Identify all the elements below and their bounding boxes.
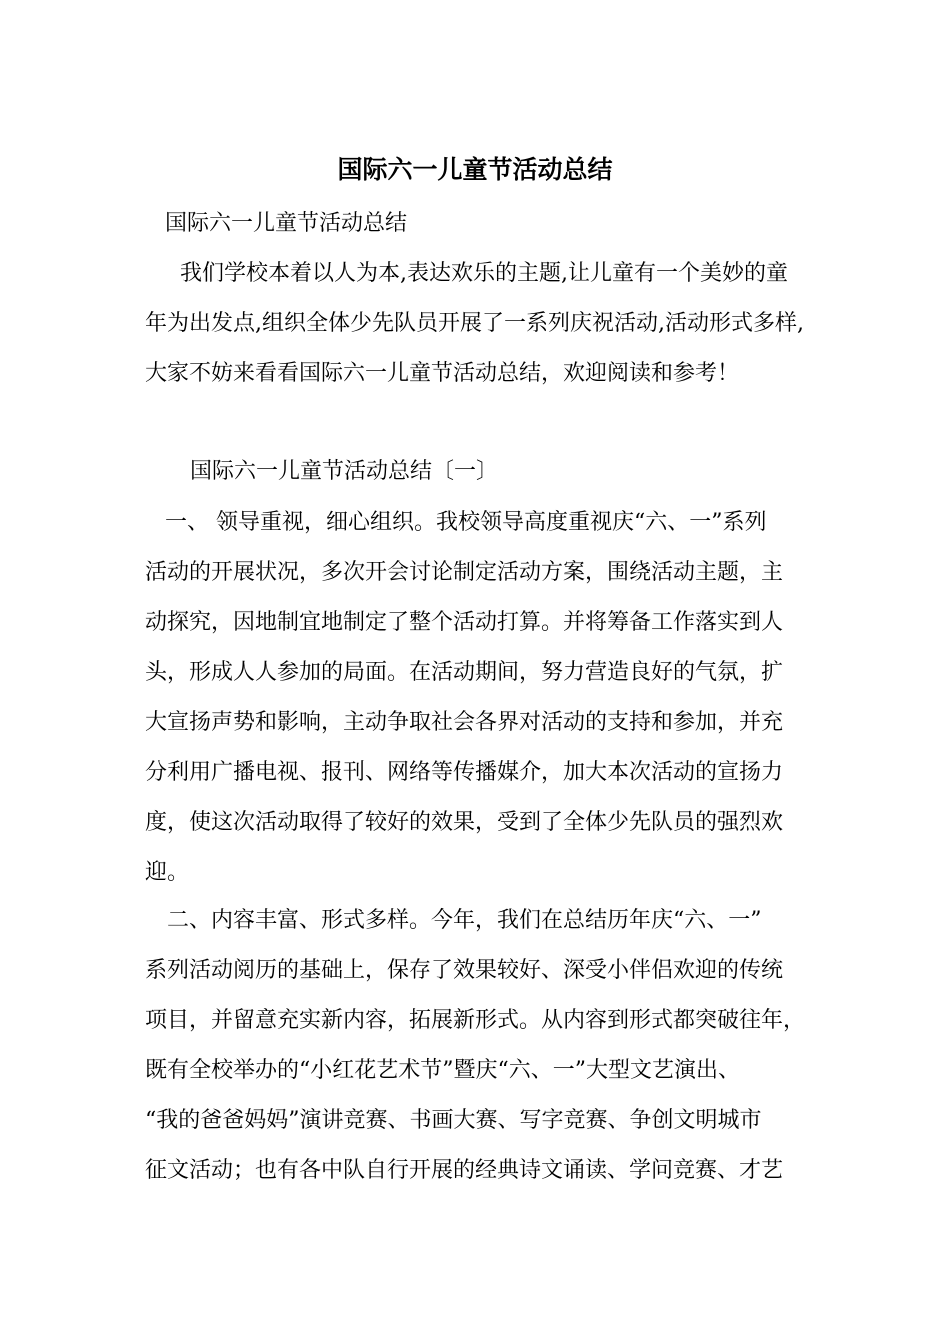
paragraph-line: 征文活动；也有各中队自行开展的经典诗文诵读、学问竞赛、才艺 <box>145 1158 784 1183</box>
document-subtitle: 国际六一儿童节活动总结 <box>165 211 408 236</box>
section-heading: 国际六一儿童节活动总结〔一〕 <box>190 459 499 484</box>
paragraph-line: 系列活动阅历的基础上，保存了效果较好、深受小伴侣欢迎的传统 <box>145 958 784 983</box>
paragraph-line: 头，形成人人参加的局面。在活动期间，努力营造良好的气氛，扩 <box>145 660 784 685</box>
intro-line: 我们学校本着以人为本,表达欢乐的主题,让儿童有一个美妙的童 <box>180 261 788 286</box>
paragraph-line: 活动的开展状况，多次开会讨论制定活动方案，围绕活动主题，主 <box>145 560 784 585</box>
paragraph-line: 二、内容丰富、形式多样。今年，我们在总结历年庆“六、一” <box>167 908 762 933</box>
paragraph-line: 一、 领导重视，细心组织。我校领导高度重视庆“六、一”系列 <box>165 510 767 535</box>
paragraph-line: 迎。 <box>145 860 190 885</box>
paragraph-line: 大宣扬声势和影响，主动争取社会各界对活动的支持和参加，并充 <box>145 710 784 735</box>
paragraph-line: 既有全校举办的“小红花艺术节”暨庆“六、一”大型文艺演出、 <box>145 1058 740 1083</box>
paragraph-line: 分利用广播电视、报刊、网络等传播媒介，加大本次活动的宣扬力 <box>145 760 784 785</box>
paragraph-line: 动探究，因地制宜地制定了整个活动打算。并将筹备工作落实到人 <box>145 610 784 635</box>
intro-line: 大家不妨来看看国际六一儿童节活动总结，欢迎阅读和参考！ <box>145 361 740 386</box>
paragraph-line: 度，使这次活动取得了较好的效果，受到了全体少先队员的强烈欢 <box>145 810 784 835</box>
paragraph-line: 项目，并留意充实新内容，拓展新形式。从内容到形式都突破往年， <box>145 1008 806 1033</box>
paragraph-line: “我的爸爸妈妈”演讲竞赛、书画大赛、写字竞赛、争创文明城市 <box>145 1108 762 1133</box>
intro-line: 年为出发点,组织全体少先队员开展了一系列庆祝活动,活动形式多样, <box>145 311 804 336</box>
document-title: 国际六一儿童节活动总结 <box>337 155 613 184</box>
